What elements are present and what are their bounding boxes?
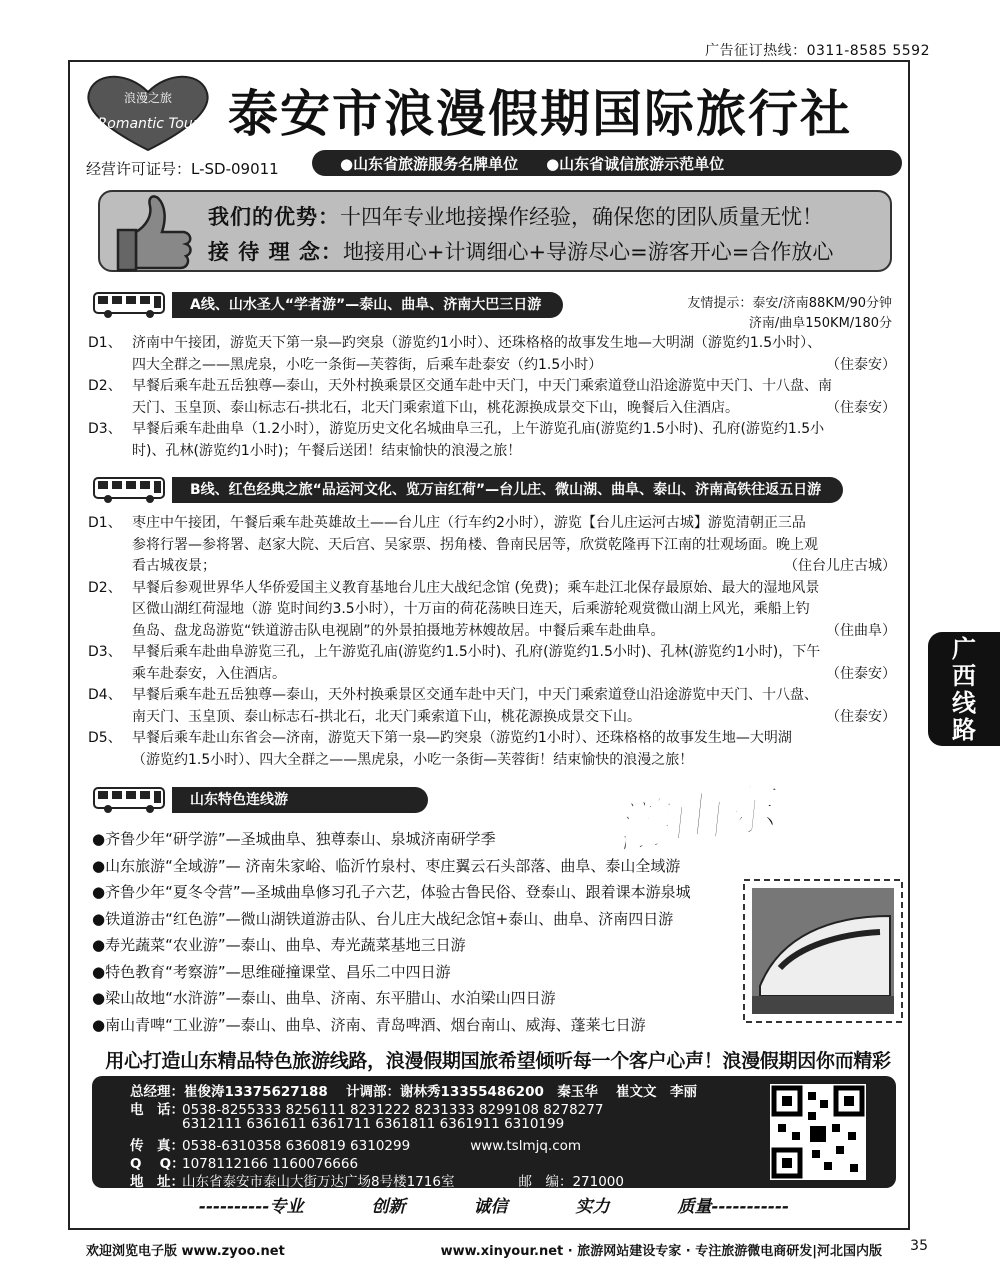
itinerary-line-wrap (132, 398, 908, 420)
bus-icon (92, 475, 168, 505)
honor-bar (312, 150, 902, 176)
itinerary-line-wrap (132, 621, 908, 643)
address-line (130, 1170, 624, 1190)
tip-line: 友情提示：泰安/济南88KM/90分钟 (687, 296, 892, 311)
itinerary-line: 早餐后乘车赴五岳独尊—泰山，天外村换乘景区交通车赴中天门，中天门乘索道登山沿途游览中天门、十八盘、南 (132, 378, 832, 394)
tel-label: 电 话： (130, 1102, 184, 1118)
day-label: D2、 (88, 579, 122, 596)
itinerary-day (88, 419, 908, 462)
itinerary-line: 时)、孔林(游览约1小时)；午餐后送团！结束愉快的浪漫之旅！ (132, 442, 522, 459)
special-route-list (92, 826, 691, 1038)
bus-icon (92, 785, 168, 815)
itinerary-line: 四大全群之——黑虎泉，小吃一条街—芙蓉街，后乘车赴泰安（约1.5小时） (132, 356, 603, 373)
special-route-item: ●齐鲁少年“夏冬令营”—圣城曲阜修习孔子六艺，体验古鲁民俗、登泰山、跟着课本游泉城 (92, 883, 691, 901)
website-link[interactable]: www.tslmjq.com (470, 1138, 582, 1154)
special-route-item: ●寿光蔬菜“农业游”—泰山、曲阜、寿光蔬菜基地三日游 (92, 936, 466, 954)
agency-name: 泰安市浪漫假期国际旅行社 (228, 85, 852, 143)
manager-line: 总经理：崔俊涛13375627188 计调部：谢林秀13355486200 秦玉华 崔文文 李丽 (130, 1084, 698, 1100)
special-route-item: ●铁道游击“红色游”—微山湖铁道游击队、台儿庄大战纪念馆+泰山、曲阜、济南四日游 (92, 909, 674, 928)
itinerary-line: 参将行署—参将署、赵家大院、天后宫、吴家票、拐角楼、鲁南民居等，欣赏乾隆再下江南的壮观场面。晚上观 (132, 536, 818, 553)
day-label: D4、 (88, 687, 122, 703)
itinerary-line: 枣庄中午接团，午餐后乘车赴英雄故土——台儿庄（行车约2小时），游览【台儿庄运河古城】游览清朝正三品 (132, 515, 806, 531)
stay-location: （住泰安） (826, 399, 896, 416)
route-a-itinerary (88, 333, 908, 462)
itinerary-day (88, 578, 908, 643)
stay-location: （住泰安） (826, 356, 896, 373)
footer-right[interactable]: www.xinyour.net · 旅游网站建设专家 · 专注旅游微电商研发|河北国内版 (440, 1244, 882, 1259)
contact-box (92, 1076, 896, 1188)
footer-left[interactable]: 欢迎浏览电子版 www.zyoo.net (86, 1244, 285, 1259)
qr-code-icon[interactable] (770, 1084, 866, 1180)
fax-numbers: 0538-6310358 6360819 6310299 (182, 1138, 411, 1154)
philosophy-line (208, 236, 833, 266)
itinerary-day (88, 642, 908, 685)
itinerary-line: 早餐后乘车赴曲阜游览三孔，上午游览孔庙(游览约1.5小时)、孔府(游览约1.5小时)、孔林(游览约1小时)，下午 (132, 644, 821, 660)
special-header (92, 785, 428, 815)
section-tab-guangxi[interactable] (928, 632, 1000, 746)
itinerary-line: 早餐后乘车赴山东省会—济南，游览天下第一泉—趵突泉（游览约1小时）、还珠格格的故事发生地—大明湖 (132, 730, 792, 746)
itinerary-line: 济南中午接团，游览天下第一泉—趵突泉（游览约1小时）、还珠格格的故事发生地—大明湖（游览约1.5小时）、 (132, 335, 822, 351)
stay-location: （住泰安） (826, 665, 896, 682)
day-label: D1、 (88, 335, 122, 351)
zip-code: 邮 编：271000 (518, 1174, 624, 1190)
itinerary-day (88, 333, 908, 376)
tab-char: 路 (952, 716, 976, 744)
tab-char: 线 (952, 689, 976, 717)
tab-char: 西 (952, 662, 976, 690)
license-number: 经营许可证号：L-SD-09011 (86, 160, 279, 178)
logo-text-script: Romantic Tour (97, 116, 199, 132)
day-label: D3、 (88, 421, 122, 437)
stay-location: （住曲阜） (826, 622, 896, 639)
honor-item: ●山东省诚信旅游示范单位 (546, 154, 725, 173)
day-label: D5、 (88, 730, 122, 746)
address-label: 地 址： (130, 1174, 184, 1190)
itinerary-line: 早餐后乘车赴五岳独尊—泰山，天外村换乘景区交通车赴中天门，中天门乘索道登山沿途游览中天门、十八盘、 (132, 687, 818, 703)
route-a-title: A线、山水圣人“学者游”—泰山、曲阜、济南大巴三日游 (172, 292, 563, 318)
tab-char: 广 (952, 635, 976, 663)
philosophy-text: 地接用心+计调细心+导游尽心=游客开心=合作放心 (342, 240, 834, 264)
honor-item: ●山东省旅游服务名牌单位 (340, 154, 519, 173)
advantage-line (208, 201, 823, 231)
fax-line (130, 1134, 581, 1154)
itinerary-day (88, 685, 908, 728)
itinerary-line-wrap (132, 355, 908, 377)
itinerary-line-wrap (132, 664, 908, 686)
slogan: 用心打造山东精品特色旅游线路，浪漫假期国旅希望倾听每一个客户心声！浪漫假期因你而精彩 (105, 1050, 891, 1072)
itinerary-line-wrap (132, 707, 908, 729)
itinerary-line-wrap (132, 556, 908, 578)
tel-line-2: 6312111 6361611 6361711 6361811 6361911 6310199 (182, 1116, 565, 1132)
qq-label: Q Q： (130, 1156, 185, 1172)
qq-line (130, 1152, 358, 1172)
itinerary-day (88, 513, 908, 578)
special-route-item: ●齐鲁少年“研学游”—圣城曲阜、独尊泰山、泉城济南研学季 (92, 830, 496, 848)
day-label: D2、 (88, 378, 122, 394)
travel-tip (687, 294, 892, 334)
qq-numbers: 1078112166 1160076666 (182, 1156, 359, 1172)
itinerary-line: 早餐后乘车赴曲阜（1.2小时），游览历史文化名城曲阜三孔，上午游览孔庙(游览约1.5小时)、孔府(游览约1.5小 (132, 421, 825, 437)
fax-label: 传 真： (130, 1138, 184, 1154)
route-b-header (92, 475, 843, 505)
stay-location: （住台儿庄古城） (784, 558, 896, 574)
stay-location: （住泰安） (826, 708, 896, 725)
logo-text-top: 浪漫之旅 (123, 91, 173, 105)
route-b-itinerary (88, 513, 908, 771)
special-route-item: ●山东旅游“全域游”— 济南朱家峪、临沂竹泉村、枣庄翼云石头部落、曲阜、泰山全域游 (92, 856, 681, 875)
special-route-item: ●特色教育“考察游”—思维碰撞课堂、昌乐二中四日游 (92, 962, 451, 981)
address: 山东省泰安市泰山大街万达广场8号楼1716室 (182, 1174, 455, 1190)
itinerary-line: 看古城夜景； (132, 558, 216, 574)
bullet-train-photo (740, 876, 906, 1026)
itinerary-line: 乘车赴泰安，入住酒店。 (132, 665, 286, 682)
ad-hotline: 广告征订热线：0311-8585 5592 (705, 43, 930, 59)
route-a-header (92, 290, 563, 320)
advantage-label: 我们的优势： (208, 205, 340, 229)
itinerary-line: 早餐后参观世界华人华侨爱国主义教育基地台儿庄大战纪念馆 (免费)；乘车赴江北保存最原始、最大的湿地风景 (132, 579, 820, 596)
itinerary-line: 南天门、玉皇顶、泰山标志石-拱北石，北天门乘索道下山，桃花源换成景交下山。 (132, 708, 642, 725)
itinerary-line: 鱼岛、盘龙岛游览“铁道游击队电视剧”的外景拍摄地芳林嫂故居。中餐后乘车赴曲阜。 (132, 622, 665, 639)
thumbs-up-icon (106, 186, 198, 278)
special-title: 山东特色连线游 (172, 787, 428, 813)
route-b-title: B线、红色经典之旅“品运河文化、览万亩红荷”—台儿庄、微山湖、曲阜、泰山、济南高铁往返五日游 (172, 477, 843, 503)
itinerary-line: 区微山湖红荷湿地（游 览时间约3.5小时），十万亩的荷花荡映日连天，后乘游轮观赏微山湖上风光，乘船上钓 (132, 601, 810, 617)
day-label: D3、 (88, 644, 122, 660)
tel-line (130, 1098, 603, 1118)
page-number: 35 (910, 1238, 928, 1254)
tel-numbers: 0538-8255333 8256111 8231222 8231333 8299108 8278277 (182, 1102, 604, 1118)
tip-line: 济南/曲阜150KM/180分 (748, 316, 892, 331)
philosophy-label: 接 待 理 念： (208, 240, 343, 264)
itinerary-line: 天门、玉皇顶、泰山标志石-拱北石，北天门乘索道下山，桃花源换成景交下山，晚餐后入住酒店。 (132, 399, 740, 416)
core-values: ----------专业 创新 诚信 实力 质量----------- (198, 1197, 790, 1217)
advantage-text: 十四年专业地接操作经验，确保您的团队质量无忧！ (340, 205, 823, 229)
promo-art-text: 游山东 (610, 775, 780, 861)
special-route-item: ●梁山故地“水浒游”—泰山、曲阜、济南、东平腊山、水泊梁山四日游 (92, 989, 556, 1007)
special-route-item: ●南山青啤“工业游”—泰山、曲阜、济南、青岛啤酒、烟台南山、威海、蓬莱七日游 (92, 1015, 646, 1034)
itinerary-day (88, 376, 908, 419)
bus-icon (92, 290, 168, 320)
day-label: D1、 (88, 515, 122, 531)
itinerary-line: （游览约1.5小时）、四大全群之——黑虎泉，小吃一条街—芙蓉街！结束愉快的浪漫之旅！ (132, 751, 694, 768)
agency-logo (78, 70, 218, 154)
